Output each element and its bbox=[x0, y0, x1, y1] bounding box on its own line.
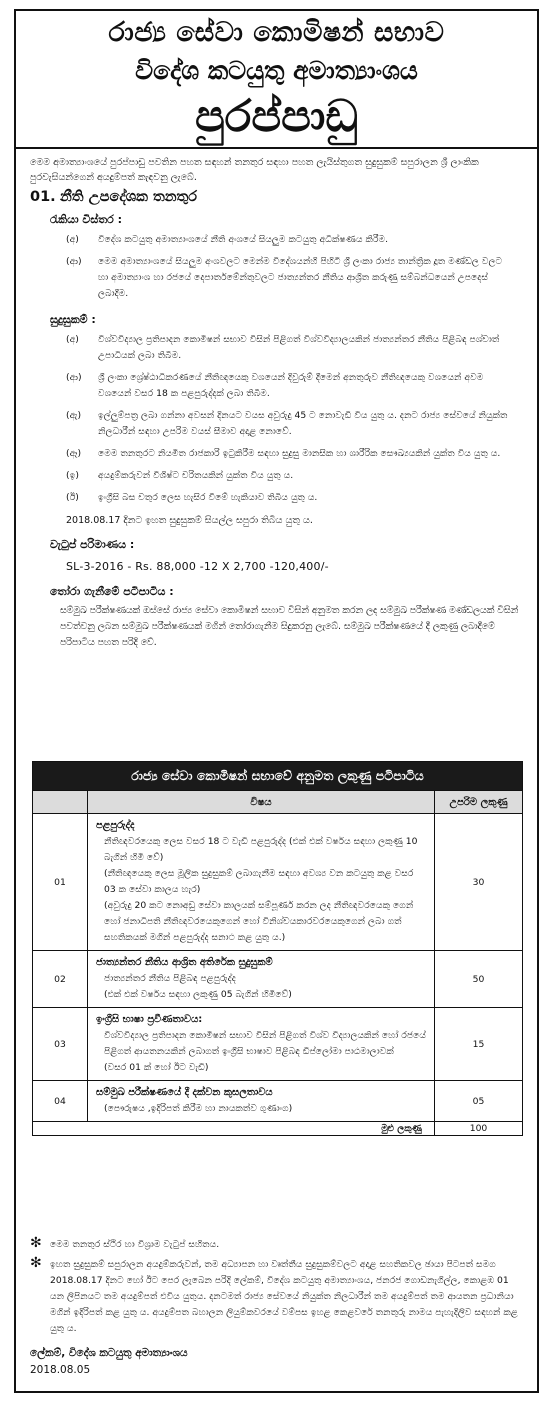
row-number: 03 bbox=[33, 1008, 88, 1081]
row-line: විශ්වවිද්‍යාල ප්‍රතිපාදන කොමිෂන් සභාව විසින් පිළිගත් විශ්ව විද්‍යාලයකින් හෝ රජයේ පිළිගත් ආයතනයකින් ලබාගත් ඉංග්‍රීසි භාෂාව පිළිබඳ ඩිප්ලෝමා පාඨමාලාවක් bbox=[104, 1030, 426, 1057]
duty-item bbox=[16, 251, 537, 305]
item-marker: (ඉ) bbox=[66, 470, 79, 481]
row-title: සම්මුඛ පරීක්ෂණයේ දී දක්වන කුසලතාවය bbox=[96, 1087, 273, 1098]
vacancies-title: පුරප්පාඩු bbox=[194, 91, 359, 142]
note-item bbox=[16, 1255, 537, 1339]
intro-paragraph: මෙම අමාත්‍යාංශයේ පුරප්පාඩු පවතින පහත සඳහන් තනතුර සඳහා පහත ලැයිස්තුගත සුදුසුකම් සපුරාලන ශ්‍රී ලාංකික පුරවැසියන්ගෙන් අයදුම්පත් කැඳවනු ලැබේ. bbox=[30, 157, 479, 183]
table-row bbox=[33, 814, 523, 951]
row-content bbox=[88, 814, 435, 951]
item-text: මෙම අමාත්‍යාංශයේ සියලුම අංශවලට මෙන්ම විදේශයන්හි පිහිටි ශ්‍රී ලංකා රාජ්‍ය තාන්ත්‍රික දූත මණ්ඩල වලට හා අමාත්‍යාංශ හා රජයේ දෙපාර්තමේන්තුවලට ජාත්‍යන්තර නීතිය ආශ්‍රිත කරුණු සම්බන්ධයෙන් උපදෙස් ලබාදීම. bbox=[98, 256, 503, 299]
marks-table bbox=[32, 761, 523, 1136]
table-row bbox=[33, 951, 523, 1008]
table-row bbox=[33, 1008, 523, 1081]
item-marker: (ඇ) bbox=[66, 410, 82, 421]
item-text: අයදුම්කරුවන් විශිෂ්ට චරිතයකින් යුක්ත විය යුතු ය. bbox=[98, 470, 294, 481]
qualification-item bbox=[16, 367, 537, 405]
duty-item bbox=[16, 229, 537, 251]
row-line: ජාත්‍යන්තර නීතිය පිළිබඳ පළපුරුද්ද bbox=[104, 973, 236, 984]
row-number: 01 bbox=[33, 814, 88, 951]
row-number: 02 bbox=[33, 951, 88, 1008]
item-text: ඉංග්‍රීසි බස චතුර ලෙස හැසිර වීමේ හැකියාව තිබිය යුතු ය. bbox=[98, 492, 318, 503]
column-header-marks: උපරිම ලකුණු bbox=[435, 791, 523, 814]
salary-scale: SL-3-2016 - Rs. 88,000 -12 X 2,700 -120,400/- bbox=[66, 560, 329, 573]
asterisk-icon: ✻ bbox=[30, 1235, 42, 1251]
row-line: (පෞරුෂය ,ඉදිරිපත් කිරීම හා නායකත්ව ගුණාංග) bbox=[104, 1103, 293, 1114]
item-marker: (අ) bbox=[66, 334, 79, 345]
advertisement-frame bbox=[14, 9, 539, 1393]
row-line: (අවුරුදු 20 කට නොඅඩු සේවා කාලයක් සම්පූර්ණ කරන ලද නීතිඥවරයෙකු ගෙන් හෝ ජනාධිපති නීතිඥවරයෙකුගෙන් හෝ විනිශ්චයකාරවරයෙකුගෙන් ලබා ගත් සහතිකයක් මගින් පළපුරුද්ද සනාථ කළ යුතු ය.) bbox=[104, 900, 414, 943]
row-content bbox=[88, 951, 435, 1008]
post-number: 01. bbox=[30, 189, 56, 205]
row-line: (නීතිඥයෙකු ලෙස මූලික සුදුසුකම් ලබාගැනීම සඳහා අවශ්‍ය වන කටයුතු කළ වසර 03 ක සේවා කාලය හැර) bbox=[104, 868, 414, 895]
row-marks: 15 bbox=[435, 1008, 523, 1081]
qualification-item bbox=[16, 443, 537, 465]
item-text: ශ්‍රී ලංකා ශ්‍රේෂ්ඨාධිකරණයේ නීතිඥයෙකු වශයෙන් දිවුරුම් දීමෙන් අනතුරුව නීතිඥයෙකු වශයෙන් අවම වශයෙන් වසර 18 ක පළපුරුද්දක් ලබා තිබීම. bbox=[98, 372, 484, 399]
commission-title: රාජ්‍ය සේවා කොමිෂන් සභාව bbox=[108, 17, 445, 48]
item-marker: (ඈ) bbox=[66, 448, 82, 459]
item-text: විදේශ කටයුතු අමාත්‍යාංශයේ නීති අංශයේ සියලුම කටයුතු අධීක්ෂණය කිරීම. bbox=[98, 234, 389, 245]
salary-heading: වැටුප් පරිමාණය : bbox=[50, 538, 135, 551]
marks-table-corner bbox=[33, 791, 88, 814]
row-marks: 05 bbox=[435, 1081, 523, 1122]
qualification-deadline-note: 2018.08.17 දිනට ඉහත සුදුසුකම් සියල්ල සපුරා තිබිය යුතු ය. bbox=[66, 515, 313, 526]
item-text: විශ්වවිද්‍යාල ප්‍රතිපාදන කොමිෂන් සභාව විසින් පිළිගත් විශ්වවිද්‍යාලයකින් ජාත්‍යන්තර නීතිය පිළිබඳ පශ්චාත් උපාධියක් ලබා තිබීම. bbox=[98, 334, 500, 361]
row-title: පළපුරුද්ද bbox=[96, 820, 135, 831]
total-label: මුළු ලකුණු bbox=[33, 1122, 435, 1136]
notes-section bbox=[16, 1235, 537, 1376]
item-marker: (අ) bbox=[66, 234, 79, 245]
qualification-item bbox=[16, 487, 537, 509]
selection-paragraph: සම්මුඛ පරීක්ෂණයක් ඔස්සේ රාජ්‍ය සේවා කොමිෂන් සභාව විසින් අනුමත කරන ලද සම්මුඛ පරීක්ෂණ මණ්ඩලයක් විසින් පවත්වනු ලබන සම්මුඛ පරීක්ෂණයක් මගින් තෝරාගැනීම සිදුකරනු ලැබේ. සම්මුඛ පරීක්ෂණයේ දී ලකුණු ලබාදීමේ පරිපාටිය පහත පරිදි වේ. bbox=[60, 605, 519, 648]
signature: ලේකම්, විදේශ කටයුතු අමාත්‍යාංශය bbox=[30, 1347, 188, 1359]
table-row bbox=[33, 1081, 523, 1122]
note-text: මෙම තනතුර ස්ථිර හා විශ්‍රාම වැටුප් සහිතය. bbox=[50, 1239, 220, 1250]
item-marker: (ආ) bbox=[66, 256, 82, 267]
qualification-item bbox=[16, 405, 537, 443]
total-marks: 100 bbox=[435, 1122, 523, 1136]
qualification-item bbox=[16, 329, 537, 367]
row-content bbox=[88, 1081, 435, 1122]
note-item bbox=[16, 1235, 537, 1255]
row-number: 04 bbox=[33, 1081, 88, 1122]
item-text: මෙම තනතුරට නියමිත රාජකාරි ඉටුකිරීම සඳහා සුදුසු මානසික හා ශාරීරික සෞඛ්‍යයකින් යුක්ත විය යුතු ය. bbox=[98, 448, 501, 459]
duties-heading: රැකියා විස්තර : bbox=[50, 213, 123, 226]
qualifications-heading: සුදුසුකම් : bbox=[50, 313, 96, 326]
row-line: (එක් එක් වර්ෂය සඳහා ලකුණු 05 බැගින් හිමිවේ) bbox=[104, 989, 292, 1000]
row-title: ජාත්‍යන්තර නීතිය ආශ්‍රිත අතිරේක සුදුසුකම් bbox=[96, 957, 273, 968]
ministry-title: විදේශ කටයුතු අමාත්‍යාංශය bbox=[135, 56, 418, 85]
total-row bbox=[33, 1122, 523, 1136]
note-text: ඉහත සුදුසුකම් සපුරාලන අයදුම්කරුවන්, තම අධ්‍යාපන හා වෘත්තීය සුදුසුකම්වලට අදාළ සහතිකවල ඡායා පිටපත් සමග 2018.08.17 දිනට හෝ ඊට පෙර ලැබෙන පරිදි ලේකම්, විදේශ කටයුතු අමාත්‍යාංශය, ජනරජ ගොඩනැගිල්ල, කොළඹ 01 යන ලිපිනයට තම අයදුම්පත් එවිය යුතුය. දනටමත් රාජ්‍ය සේවයේ නියුක්ත නිලධාරීන් තම අයදුම්පත් තම ආයතන ප්‍රධානියා මගින් ඉදිරිපත් කළ යුතු ය. අයදුම්පත බහාලන ලියුම්කවරයේ වම්පස ඉහළ කෙළවරේ තනතුරු නාමය පැහැදිලිව සඳහන් කළ යුතු ය. bbox=[50, 1259, 518, 1334]
item-marker: (ආ) bbox=[66, 372, 82, 383]
row-marks: 30 bbox=[435, 814, 523, 951]
row-marks: 50 bbox=[435, 951, 523, 1008]
qualification-item bbox=[16, 465, 537, 487]
issue-date: 2018.08.05 bbox=[30, 1364, 91, 1376]
row-title: ඉංග්‍රීසි භාෂා ප්‍රවීණතාවය: bbox=[96, 1014, 203, 1025]
marks-table-caption: රාජ්‍ය සේවා කොමිෂන් සභාවේ අනුමත ලකුණු පටිපාටිය bbox=[33, 762, 523, 791]
row-content bbox=[88, 1008, 435, 1081]
item-text: ඉල්ලුම්පත්‍ර ලබා ගන්නා අවසන් දිනයට වයස අවුරුදු 45 ට නොවැඩි විය යුතු ය. දනට රාජ්‍ය සේවයේ නියුක්ත නිලධාරීන් සඳහා උපරිම වයස් සීමාව අදාළ නොවේ. bbox=[98, 410, 508, 437]
row-line: (වසර 01 ක් හෝ ඊට වැඩි) bbox=[104, 1062, 209, 1073]
post-title bbox=[16, 185, 537, 205]
post-name: නීති උපදේශක තනතුර bbox=[60, 189, 198, 205]
item-marker: (ඊ) bbox=[66, 492, 79, 503]
column-header-subject: විෂය bbox=[88, 791, 435, 814]
row-line: නීතිඥවරයෙකු ලෙස වසර 18 ට වැඩි පළපුරුද්ද (එක් එක් වර්ෂය සඳහා ලකුණු 10 බැගින් හිමි වේ) bbox=[104, 836, 418, 863]
asterisk-icon: ✻ bbox=[30, 1255, 42, 1271]
selection-heading: තෝරා ගැනීමේ පටිපාටිය : bbox=[50, 585, 174, 598]
